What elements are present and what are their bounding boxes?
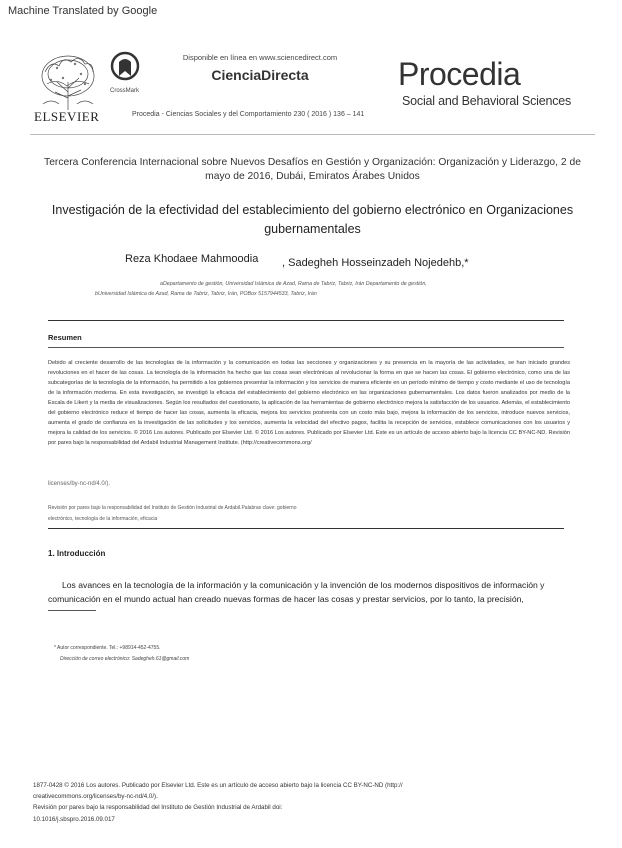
footer-doi[interactable]: 10.1016/j.sbspro.2016.09.017 [33, 815, 115, 823]
author-1: Reza Khodaee Mahmoodia [125, 253, 259, 265]
footer-line-2[interactable]: creativecommons.org/licenses/by-nc-nd/4.0/). [33, 793, 158, 801]
crossmark-icon[interactable] [110, 50, 140, 90]
abstract-top-rule [48, 320, 564, 321]
abstract-bottom-rule [48, 528, 564, 529]
footer-line-3: Revisión por pares bajo la responsabilidad del Instituto de Gestión Industrial de Ardabil doi: [33, 804, 283, 812]
elsevier-wordmark: ELSEVIER [34, 109, 100, 124]
conference-line: Tercera Conferencia Internacional sobre Nuevos Desafíos en Gestión y Organización: Organización y Liderazgo, 2 de mayo de 2016, Dubái, Emiratos Árabes Unidos [44, 157, 581, 182]
footer-line-1: 1877-0428 © 2016 Los autores. Publicado por Elsevier Ltd. Este es un artículo de acceso abierto bajo la licencia CC BY-NC-ND (http:// [33, 782, 403, 789]
available-online-text: Disponible en línea en www.sciencedirect.com [182, 53, 338, 62]
machine-translated-label: Machine Translated by Google [8, 5, 158, 17]
author-2: , Sadegheh Hosseinzadeh Nojedehb,* [282, 257, 469, 269]
abstract-body: Debido al creciente desarrollo de las tecnologías de la información y la comunicación en todas las secciones y organizaciones y su presencia en la mayoría de las actividades, se han iniciado grandes revoluciones en el hacer de las cosas. La tecnología de la información ha hecho que las cosas sean electrónicas al revolucionar la forma en que se hacen las cosas. El gobierno electrónico, como una de las subcategorías de la tecnología de la información, ha permitido a los gobiernos presentar la información y los servicios de manera eficiente en un período mínimo de tiempo y costo mediante el uso de tecnología de la información moderna. En esta investigación, se investigó la eficacia del establecimiento del gobierno electrónico en las organizaciones gubernamentales. Los datos fueron analizados por medio de la Escala de Likert y la media de visualizaciones. Según los resultados del cuestionario, la aplicación de las herramientas de gobierno electrónico mejora la satisfacción de los usuarios. Además, el establecimiento del gobierno electrónico reduce el tiempo de hacer las cosas, aumenta la eficacia, mejora los servicios postventa con un costo más bajo, mejora la información de los servicios, introduce nuevos servicios, aumenta el grado de confianza en la investigación de las solicitudes y los servicios, aumenta la velocidad del efectivo pagos, facilita la recepción de servicios, establece comunicaciones con los usuarios y mejora la calidad de los servicios. © 2016 Los autores. Publicado por Elsevier Ltd. © 2016 Los autores. Publicado por Elsevier Ltd. Este es un artículo de acceso abierto bajo la licencia CC BY-NC-ND. Revisión por pares bajo la responsabilidad del Ardabil Industrial Management Institute. [48, 360, 570, 447]
abstract-text [48, 358, 570, 448]
footnote-rule [48, 610, 96, 611]
procedia-logo-title: Procedia [398, 56, 521, 92]
license-url-fragment: licenses/by-nc-nd/4.0/). [48, 481, 111, 487]
introduction-paragraph: Los avances en la tecnología de la información y la comunicación y la invención de los modernos dispositivos de información y comunicación en el mundo actual han creado nuevas formas de hacer las cosas y prestar servicios, por lo tanto, la precisión, [48, 580, 545, 604]
footnote-line-2: Dirección de correo electrónico: Sadegheh.61@gmail.com [60, 656, 190, 662]
footnote [54, 643, 189, 665]
abstract-heading: Resumen [48, 333, 82, 342]
affiliation-a: aDepartamento de gestión, Universidad Islámica de Azad, Rama de Tabriz, Tabriz, Irán Departamento de gestión, [160, 281, 427, 287]
keywords-line-1: Revisión por pares bajo la responsabilidad del Instituto de Gestión Industrial de Ardabil.Palabras clave: gobierno [48, 505, 297, 511]
affiliation-b: bUniversidad Islámica de Azad, Rama de Tabriz, Tabriz, Irán, POBox 5157944533, Tabriz, Irán [95, 291, 317, 297]
sciencedirect-title: CienciaDirecta [211, 67, 309, 83]
procedia-logo-subtitle: Social and Behavioral Sciences [402, 94, 572, 108]
introduction-heading: 1. Introducción [48, 549, 106, 558]
keywords-line-2: electrónico, tecnología de la información, eficacia [48, 516, 158, 522]
paper-title: Investigación de la efectividad del establecimiento del gobierno electrónico en Organizaciones gubernamentales [51, 203, 574, 236]
abstract-heading-rule [48, 347, 564, 348]
header-divider [30, 134, 595, 135]
journal-citation: Procedia - Ciencias Sociales y del Comportamiento 230 ( 2016 ) 136 – 141 [132, 111, 365, 118]
keywords-block [48, 503, 378, 525]
license-link[interactable]: (http://creativecommons.org/ [240, 440, 312, 447]
crossmark-label: CrossMark [110, 88, 140, 94]
footnote-line-1: * Autor correspondiente. Tel.: +98914-452-4755. [54, 645, 161, 651]
copyright-footer [33, 780, 453, 825]
